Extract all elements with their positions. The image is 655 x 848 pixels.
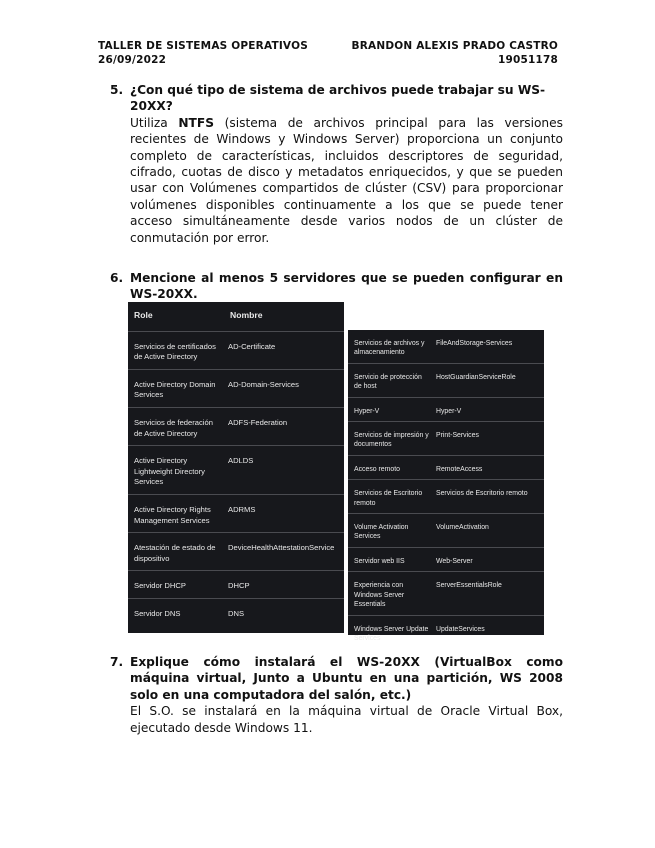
name-cell: AD-Domain-Services <box>224 369 344 407</box>
header-role: Role <box>134 310 153 320</box>
name-cell: UpdateServices <box>432 615 544 648</box>
table-row <box>128 571 344 599</box>
question-5-answer <box>130 115 563 246</box>
name-cell: FileAndStorage-Services <box>436 340 513 347</box>
table-row <box>348 455 544 479</box>
table-row <box>128 369 344 407</box>
question-number: 7. <box>110 655 124 669</box>
table-row <box>348 397 544 421</box>
role-cell: Servidor web IIS <box>348 547 432 571</box>
header-student-id: 19051178 <box>497 54 558 66</box>
table-row <box>348 363 544 397</box>
name-cell: AD-Certificate <box>224 331 344 369</box>
role-cell: Servicios de federación de Active Directory <box>128 407 224 445</box>
name-cell: Servicios de Escritorio remoto <box>432 480 544 514</box>
name-cell: Print-Services <box>432 422 544 456</box>
name-cell: VolumeActivation <box>432 514 544 548</box>
role-cell: Servicio de protección de host <box>348 363 432 397</box>
name-cell: ADRMS <box>224 494 344 532</box>
table-row <box>128 533 344 571</box>
role-cell: Windows Server Update Services <box>348 615 432 648</box>
question-5 <box>110 82 563 246</box>
roles-table-right <box>348 330 544 642</box>
question-7 <box>110 654 563 736</box>
table-row <box>348 514 544 548</box>
role-cell: Experiencia con Windows Server Essentials <box>348 572 432 615</box>
question-7-answer: El S.O. se instalará en la máquina virtual de Oracle Virtual Box, ejecutado desde Windows 11. <box>130 704 563 735</box>
table-row <box>348 572 544 615</box>
table-row <box>348 330 544 363</box>
table-row <box>128 494 344 532</box>
name-cell: DNS <box>224 598 344 625</box>
question-number: 6. <box>110 271 124 285</box>
role-cell: Servidor DHCP <box>128 571 224 599</box>
answer-text-start: Utiliza <box>130 115 179 130</box>
name-cell: ADLDS <box>224 446 344 495</box>
table-row <box>128 331 344 369</box>
header-nombre: Nombre <box>230 310 263 320</box>
name-cell: DeviceHealthAttestationService <box>224 533 344 571</box>
table-row <box>128 446 344 495</box>
answer-text-rest: (sistema de archivos principal para las versiones recientes de Windows y Windows Server) proporciona un conjunto completo de características, incluidos descriptores de seguridad, cifrado, cuotas de disco y metadatos enriquecidos, y que se pueden usar con Volúmenes compartidos de clúster (CSV) para proporcionar volúmenes disponibles continuamente a los que se puede tener acceso simultáneamente desde varios nodos de un clúster de conmutación por error. <box>130 115 563 245</box>
question-7-title: Explique cómo instalará el WS-20XX (VirtualBox como máquina virtual, Junto a Ubuntu en una partición, WS 2008 solo en una computadora del salón, etc.) <box>130 655 563 702</box>
question-5-title: ¿Con qué tipo de sistema de archivos puede trabajar su WS-20XX? <box>130 83 546 114</box>
role-cell: Active Directory Domain Services <box>128 369 224 407</box>
role-cell: Active Directory Lightweight Directory Services <box>128 446 224 495</box>
question-number: 5. <box>110 83 124 97</box>
role-cell: Servidor DNS <box>128 598 224 625</box>
role-cell: Servicios de Escritorio remoto <box>348 480 432 514</box>
table-row <box>128 598 344 625</box>
role-cell: Hyper-V <box>348 397 432 421</box>
table-row <box>348 480 544 514</box>
header-date: 26/09/2022 <box>98 54 167 66</box>
role-cell: Servicios de impresión y documentos <box>348 422 432 456</box>
role-cell: Volume Activation Services <box>348 514 432 548</box>
name-cell: ServerEssentialsRole <box>432 572 544 615</box>
role-cell: Atestación de estado de dispositivo <box>128 533 224 571</box>
role-cell: Servicios de certificados de Active Directory <box>128 331 224 369</box>
name-cell: ADFS-Federation <box>224 407 344 445</box>
question-6 <box>110 270 563 303</box>
roles-table-left <box>128 302 344 633</box>
name-cell: Hyper-V <box>432 397 544 421</box>
header-course: TALLER DE SISTEMAS OPERATIVOS <box>98 40 308 52</box>
table-row <box>348 547 544 571</box>
role-cell: Active Directory Rights Management Services <box>128 494 224 532</box>
name-cell: HostGuardianServiceRole <box>432 363 544 397</box>
header-author: BRANDON ALEXIS PRADO CASTRO <box>351 40 558 52</box>
role-cell: Servicios de archivos y almacenamiento <box>354 340 425 357</box>
role-cell: Acceso remoto <box>348 455 432 479</box>
table-row <box>348 422 544 456</box>
table-row <box>128 407 344 445</box>
name-cell: RemoteAccess <box>432 455 544 479</box>
answer-ntfs: NTFS <box>178 115 214 130</box>
question-6-title: Mencione al menos 5 servidores que se pueden configurar en WS-20XX. <box>130 271 563 302</box>
name-cell: DHCP <box>224 571 344 599</box>
table-row <box>348 615 544 648</box>
name-cell: Web-Server <box>432 547 544 571</box>
